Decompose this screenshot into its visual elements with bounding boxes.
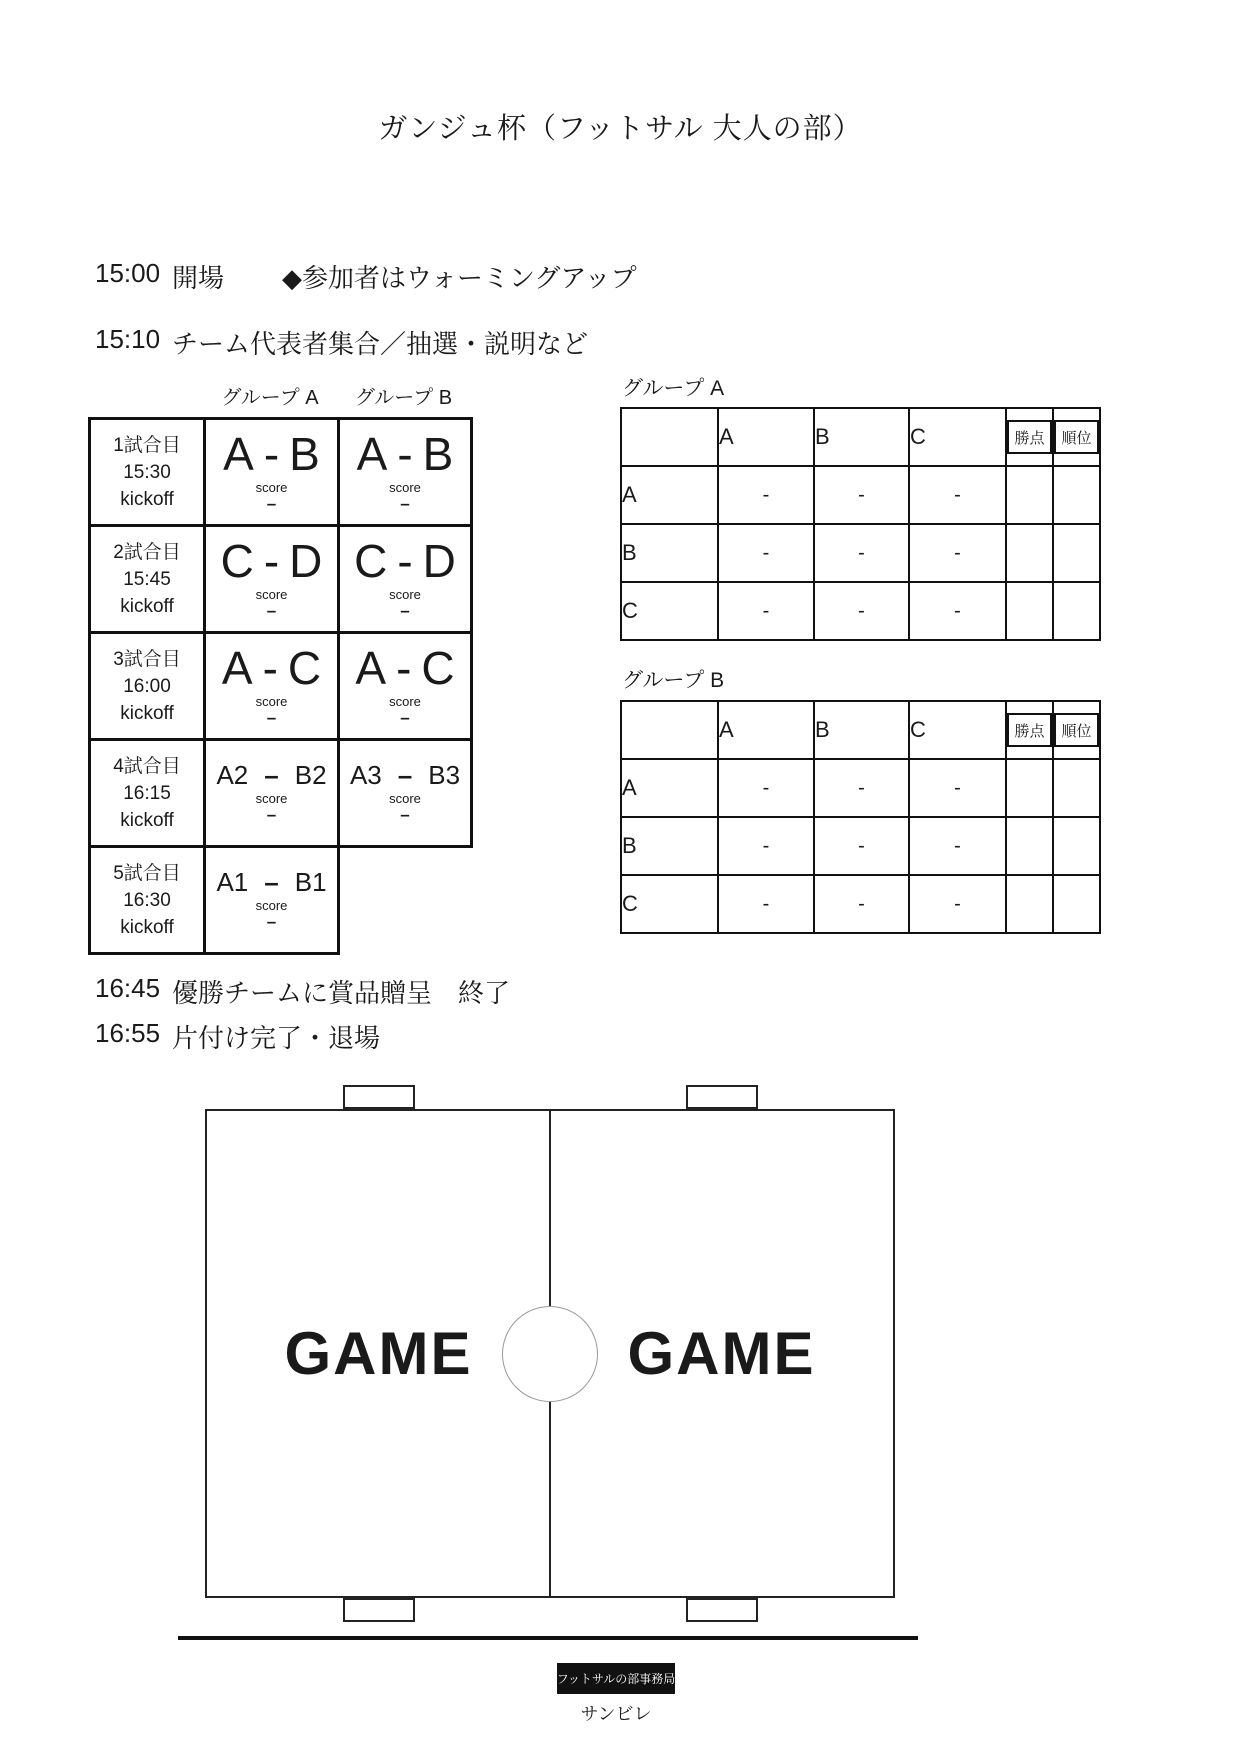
points-cell — [1006, 817, 1053, 875]
rank-cell — [1053, 466, 1100, 524]
col-header: C — [909, 408, 1006, 466]
col-header: B — [814, 701, 909, 759]
away-team: D — [289, 535, 323, 587]
vs-dash: - — [262, 642, 278, 694]
score-label: score — [255, 898, 288, 913]
score-label: score — [389, 480, 421, 495]
goal-box-top-left — [343, 1085, 415, 1109]
match-time: 16:15 — [123, 782, 171, 804]
points-cell — [1006, 582, 1053, 640]
result-cell: - — [718, 759, 814, 817]
match-number: 3試合目 — [113, 648, 181, 670]
agenda-note: ◆参加者はウォーミングアップ — [282, 263, 637, 293]
away-team: B1 — [294, 867, 327, 897]
standings-row — [621, 466, 1100, 524]
standings-row — [621, 582, 1100, 640]
standings-group-b-label: グループ B — [622, 669, 725, 692]
score-dash: – — [266, 912, 277, 931]
score-label: score — [389, 694, 421, 709]
col-header: A — [718, 701, 814, 759]
vs-dash: - — [263, 535, 280, 587]
match-cell-group-a — [205, 526, 339, 633]
match-cell-group-a — [205, 419, 339, 526]
agenda-time: 16:55 — [95, 1018, 161, 1048]
game-label-left: GAME — [284, 1320, 473, 1387]
points-header-cell — [1006, 701, 1053, 759]
footer-rule — [178, 1636, 918, 1640]
schedule-group-a-header: グループ A — [221, 387, 319, 409]
score-dash: – — [400, 494, 410, 513]
futsal-court — [205, 1109, 895, 1598]
match-info-cell — [90, 740, 205, 847]
standings-header-row — [621, 408, 1100, 466]
goal-box-top-right — [686, 1085, 758, 1109]
match-pair — [340, 428, 470, 480]
rank-cell — [1053, 875, 1100, 933]
score-dash: – — [400, 708, 410, 727]
kickoff-label: kickoff — [120, 702, 174, 724]
score-label: score — [255, 694, 288, 709]
agenda-time: 15:00 — [95, 258, 161, 288]
result-cell: - — [909, 759, 1006, 817]
result-cell: - — [909, 466, 1006, 524]
rank-cell — [1053, 817, 1100, 875]
court-left-half — [207, 1111, 550, 1596]
standings-row — [621, 759, 1100, 817]
agenda-time: 16:45 — [95, 973, 161, 1003]
rank-header: 順位 — [1054, 420, 1099, 454]
points-cell — [1006, 875, 1053, 933]
kickoff-label: kickoff — [120, 595, 174, 617]
standings-table-group-b — [620, 700, 1101, 934]
result-cell: - — [718, 582, 814, 640]
standings-header-row — [621, 701, 1100, 759]
result-cell: - — [718, 817, 814, 875]
match-cell-group-a — [205, 740, 339, 847]
agenda-text: 片付け完了・退場 — [172, 1023, 381, 1053]
standings-row — [621, 875, 1100, 933]
col-header: C — [909, 701, 1006, 759]
corner-cell — [621, 701, 718, 759]
rank-header-cell — [1053, 701, 1100, 759]
home-team: C — [220, 535, 254, 587]
match-cell-group-b — [339, 526, 472, 633]
result-cell: - — [814, 582, 909, 640]
home-team: A3 — [349, 760, 382, 790]
kickoff-label: kickoff — [120, 488, 174, 510]
agenda-text: 優勝チームに賞品贈呈 終了 — [172, 978, 511, 1008]
points-cell — [1006, 466, 1053, 524]
vs-dash: - — [397, 428, 413, 480]
match-cell-group-b — [339, 419, 472, 526]
row-header: C — [621, 582, 718, 640]
away-team: B — [422, 428, 454, 480]
match-number: 1試合目 — [113, 434, 181, 456]
score-label: score — [255, 587, 288, 602]
page-title: ガンジュ杯（フットサル 大人の部） — [378, 113, 863, 145]
score-dash: – — [266, 708, 277, 727]
court-right-half — [550, 1111, 893, 1596]
score-dash: – — [266, 601, 277, 620]
score-label: score — [389, 587, 421, 602]
match-time: 16:00 — [123, 675, 171, 697]
empty-cell — [339, 847, 472, 954]
standings-row — [621, 524, 1100, 582]
away-team: C — [421, 642, 455, 694]
away-team: C — [287, 642, 322, 694]
vs-dash: - — [397, 535, 413, 587]
result-cell: - — [814, 759, 909, 817]
result-cell: - — [814, 875, 909, 933]
points-header: 勝点 — [1007, 420, 1052, 454]
match-pair — [340, 535, 470, 587]
match-pair — [206, 762, 337, 788]
match-row-1 — [90, 419, 472, 526]
kickoff-label: kickoff — [120, 809, 174, 831]
row-header: B — [621, 817, 718, 875]
match-pair — [206, 869, 337, 895]
result-cell: - — [909, 875, 1006, 933]
home-team: A — [221, 642, 253, 694]
home-team: C — [354, 535, 388, 587]
result-cell: - — [814, 466, 909, 524]
score-label: score — [255, 791, 288, 806]
match-cell-group-b — [339, 633, 472, 740]
agenda-text: チーム代表者集合／抽選・説明など — [172, 329, 589, 359]
row-header: A — [621, 466, 718, 524]
rank-cell — [1053, 524, 1100, 582]
result-cell: - — [814, 817, 909, 875]
result-cell: - — [718, 466, 814, 524]
vs-dash: – — [264, 760, 279, 790]
score-label: score — [389, 791, 421, 806]
home-team: A — [355, 642, 387, 694]
result-cell: - — [718, 524, 814, 582]
agenda-text: 開場 — [172, 263, 225, 293]
rank-cell — [1053, 582, 1100, 640]
vs-dash: – — [397, 760, 413, 790]
row-header: B — [621, 524, 718, 582]
result-cell: - — [909, 524, 1006, 582]
score-dash: – — [266, 805, 277, 824]
points-cell — [1006, 759, 1053, 817]
standings-table-group-a — [620, 407, 1101, 641]
home-team: A1 — [216, 867, 249, 897]
match-cell-group-b — [339, 740, 472, 847]
match-row-5 — [90, 847, 472, 954]
match-number: 2試合目 — [113, 541, 181, 563]
match-schedule-table — [88, 417, 473, 955]
rank-header: 順位 — [1054, 713, 1099, 747]
points-header-cell — [1006, 408, 1053, 466]
result-cell: - — [814, 524, 909, 582]
match-pair — [206, 535, 337, 587]
kickoff-label: kickoff — [120, 916, 174, 938]
home-team: A — [356, 428, 388, 480]
row-header: C — [621, 875, 718, 933]
match-cell-group-a — [205, 847, 339, 954]
score-dash: – — [400, 805, 410, 824]
points-cell — [1006, 524, 1053, 582]
schedule-group-b-header: グループ B — [354, 387, 453, 409]
result-cell: - — [718, 875, 814, 933]
match-number: 5試合目 — [113, 862, 181, 884]
rank-cell — [1053, 759, 1100, 817]
agenda-time: 15:10 — [95, 324, 161, 354]
corner-cell — [621, 408, 718, 466]
away-team: D — [422, 535, 456, 587]
home-team: A2 — [216, 760, 249, 790]
match-time: 16:30 — [123, 889, 171, 911]
match-row-2 — [90, 526, 472, 633]
points-header: 勝点 — [1007, 713, 1052, 747]
vs-dash: - — [263, 428, 280, 480]
match-info-cell — [90, 633, 205, 740]
vs-dash: - — [396, 642, 412, 694]
result-cell: - — [909, 582, 1006, 640]
row-header: A — [621, 759, 718, 817]
match-info-cell — [90, 419, 205, 526]
match-time: 15:45 — [123, 568, 171, 590]
standings-row — [621, 817, 1100, 875]
match-pair — [340, 642, 470, 694]
match-pair — [206, 428, 337, 480]
match-cell-group-a — [205, 633, 339, 740]
game-label-right: GAME — [627, 1320, 816, 1387]
away-team: B — [289, 428, 320, 480]
standings-group-a-label: グループ A — [622, 377, 725, 400]
goal-box-bottom-left — [343, 1598, 415, 1622]
score-label: score — [255, 480, 288, 495]
col-header: B — [814, 408, 909, 466]
match-info-cell — [90, 847, 205, 954]
match-pair — [206, 642, 337, 694]
vs-dash: – — [264, 867, 279, 897]
home-team: A — [223, 428, 254, 480]
col-header: A — [718, 408, 814, 466]
score-dash: – — [266, 494, 277, 513]
match-row-4 — [90, 740, 472, 847]
organizer-badge: フットサルの部事務局 — [557, 1663, 675, 1694]
away-team: B2 — [294, 760, 327, 790]
match-pair — [340, 762, 470, 788]
match-info-cell — [90, 526, 205, 633]
rank-header-cell — [1053, 408, 1100, 466]
score-dash: – — [400, 601, 410, 620]
match-time: 15:30 — [123, 461, 171, 483]
result-cell: - — [909, 817, 1006, 875]
organizer-name: サンビレ — [580, 1704, 652, 1724]
away-team: B3 — [428, 760, 461, 790]
match-number: 4試合目 — [113, 755, 181, 777]
goal-box-bottom-right — [686, 1598, 758, 1622]
match-row-3 — [90, 633, 472, 740]
